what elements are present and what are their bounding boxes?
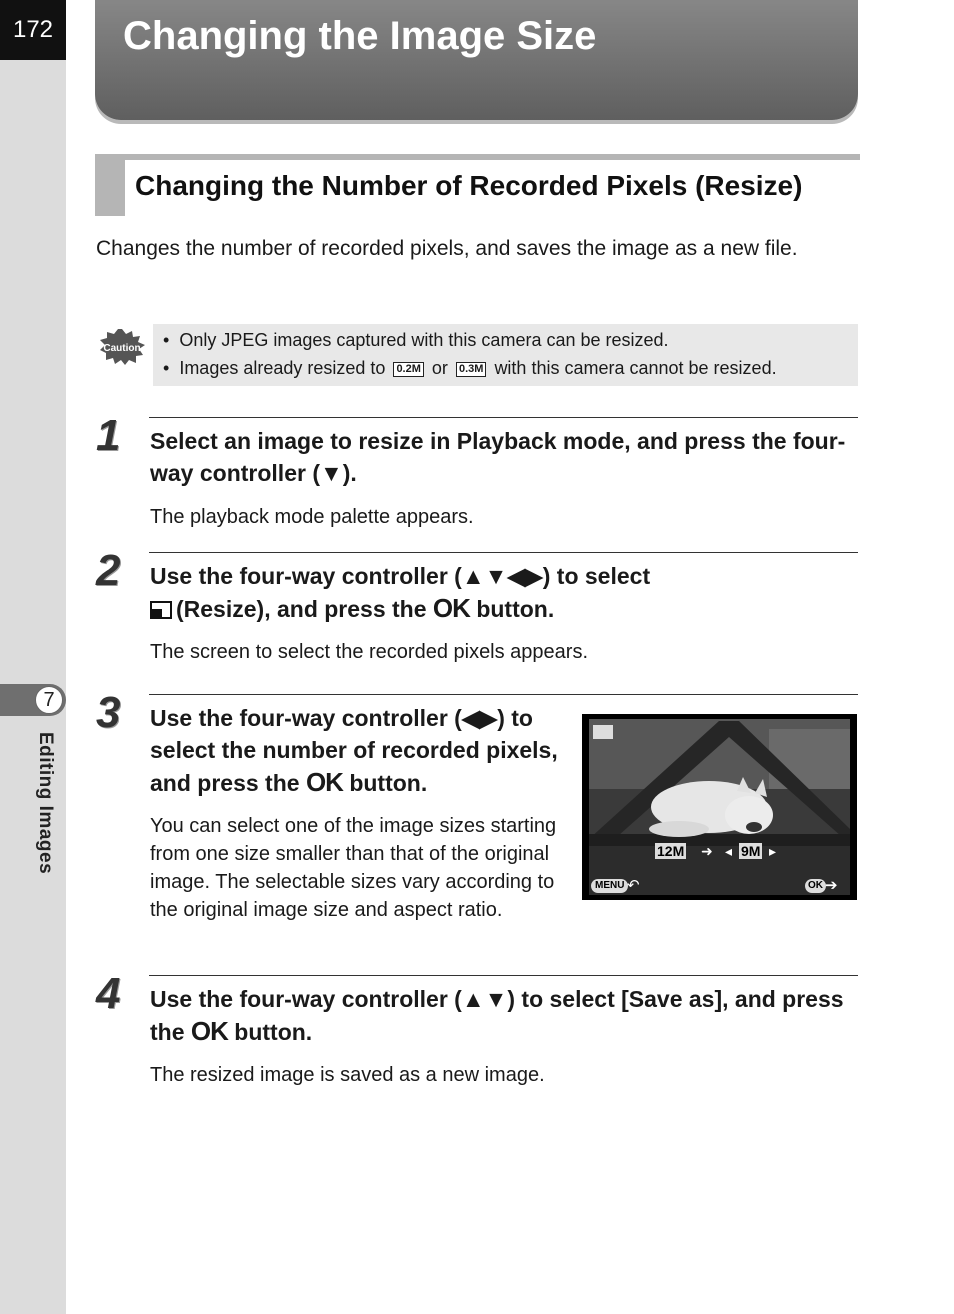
step-heading-text: Use the four-way controller ( bbox=[150, 705, 462, 731]
step-body: The playback mode palette appears. bbox=[150, 506, 474, 528]
side-strip bbox=[0, 0, 66, 1314]
chapter-label: Editing Images bbox=[35, 732, 56, 875]
step-body: The screen to select the recorded pixels appears. bbox=[150, 641, 589, 663]
step-heading-end: ). bbox=[342, 460, 357, 486]
caution-icon bbox=[98, 328, 146, 366]
step-heading-end: button. bbox=[476, 596, 555, 622]
page-number: 172 bbox=[0, 0, 66, 60]
step-body: You can select one of the image sizes starting from one size smaller than that of the original image. The selectable sizes vary according to the original image size and aspect ratio. bbox=[150, 815, 557, 921]
save-icon: ➔ bbox=[825, 877, 838, 894]
step-heading-end: button. bbox=[349, 770, 428, 796]
step-body: The resized image is saved as a new image. bbox=[150, 1064, 545, 1086]
original-size-chip: 12M bbox=[657, 843, 685, 859]
intro-text: Changes the number of recorded pixels, and saves the image as a new file. bbox=[96, 237, 798, 260]
resize-icon bbox=[593, 725, 613, 739]
menu-button-label: MENU bbox=[591, 879, 628, 893]
step-number: 3 bbox=[96, 688, 121, 737]
page-title: Changing the Image Size bbox=[123, 14, 597, 58]
ok-button-icon: OK bbox=[432, 593, 470, 623]
ok-button-icon: OK bbox=[190, 1016, 228, 1046]
size-selector bbox=[655, 843, 783, 861]
size-chip-0-3m: 0.3M bbox=[456, 362, 486, 377]
caution-icon-label: Caution bbox=[103, 343, 141, 354]
step-divider bbox=[149, 417, 858, 418]
arrow-right-icon: ➜ bbox=[701, 843, 713, 859]
back-icon: ↶ bbox=[627, 877, 640, 894]
step-divider bbox=[149, 694, 858, 695]
up-down-arrows-icon: ▲▼ bbox=[461, 986, 508, 1012]
step-heading-mid: ) to select [Save as], and press the bbox=[150, 986, 844, 1045]
step-heading-mid: ) to select the number of recorded pixels, and press the bbox=[150, 705, 558, 796]
step-number: 4 bbox=[96, 969, 121, 1018]
step-heading bbox=[150, 702, 558, 799]
arrow-down-icon: ▼ bbox=[319, 460, 343, 486]
size-chip-0-2m: 0.2M bbox=[393, 362, 423, 377]
caution-line2-end: with this camera cannot be resized. bbox=[494, 358, 777, 378]
caution-item: • Images already resized to 0.2M or 0.3M with this camera cannot be resized. bbox=[163, 358, 777, 378]
chapter-number: 7 bbox=[35, 686, 63, 714]
step-heading-resize: (Resize), and press the bbox=[176, 596, 427, 622]
four-way-arrows-icon: ▲▼◀▶ bbox=[461, 563, 543, 589]
step-heading bbox=[150, 425, 858, 489]
section-marker bbox=[95, 160, 125, 216]
ok-button-icon: OK bbox=[305, 767, 343, 797]
resize-icon bbox=[150, 601, 172, 619]
left-right-arrows-icon: ◀▶ bbox=[461, 705, 498, 731]
step-heading-mid: ) to select bbox=[542, 563, 651, 589]
arrow-left-icon: ◂ bbox=[725, 843, 733, 859]
new-size-chip: 9M bbox=[741, 843, 761, 859]
step-heading-end: button. bbox=[234, 1019, 313, 1045]
title-banner bbox=[95, 0, 858, 120]
dog-photo bbox=[589, 719, 850, 895]
step-heading-text: Use the four-way controller ( bbox=[150, 563, 462, 589]
ok-button-label: OK bbox=[805, 879, 826, 893]
caution-box bbox=[153, 324, 858, 386]
caution-line1: Only JPEG images captured with this camera can be resized. bbox=[179, 330, 669, 350]
step-divider bbox=[149, 552, 858, 553]
arrow-right-small-icon: ▸ bbox=[769, 843, 777, 859]
camera-lcd-screen bbox=[582, 714, 857, 900]
section-header bbox=[95, 154, 860, 216]
step-divider bbox=[149, 975, 858, 976]
caution-line2-start: Images already resized to bbox=[179, 358, 386, 378]
step-number: 1 bbox=[96, 411, 121, 460]
step-heading-text: Select an image to resize in Playback mode, and press the four-way controller ( bbox=[150, 428, 846, 486]
step-number: 2 bbox=[96, 546, 121, 595]
step-heading bbox=[150, 560, 850, 625]
section-title: Changing the Number of Recorded Pixels (Resize) bbox=[135, 170, 803, 201]
step-heading bbox=[150, 983, 858, 1048]
caution-line2-or: or bbox=[431, 358, 448, 378]
caution-item: • Only JPEG images captured with this camera can be resized. bbox=[163, 330, 669, 350]
step-heading-text: Use the four-way controller ( bbox=[150, 986, 462, 1012]
